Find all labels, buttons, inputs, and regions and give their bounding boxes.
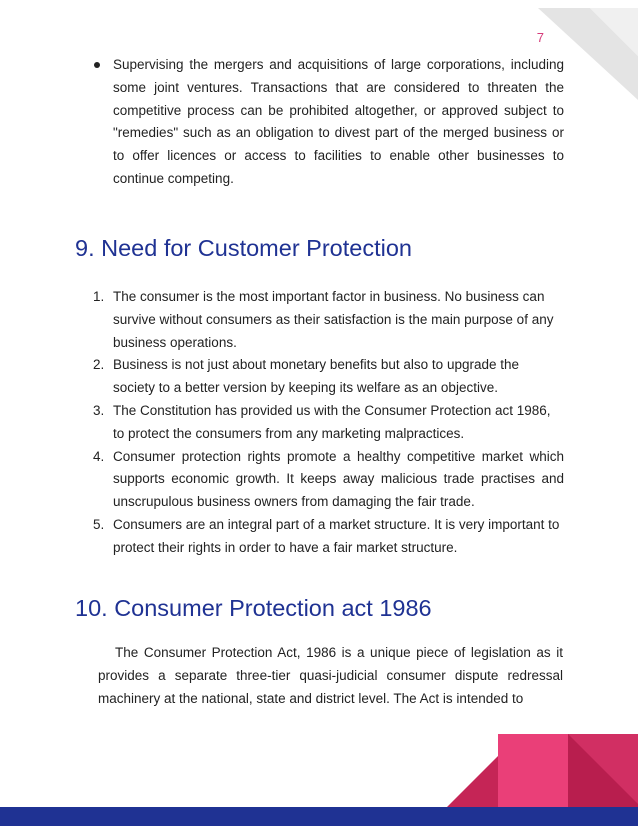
list-item xyxy=(78,286,564,354)
intro-bullet-list xyxy=(78,54,564,191)
list-item-number: 4. xyxy=(93,448,105,464)
footer-bar xyxy=(0,807,638,826)
page-number: 7 xyxy=(536,30,544,45)
list-item xyxy=(78,446,564,514)
bullet-item xyxy=(78,54,564,191)
list-item-text: The consumer is the most important factor in business. No business can survive without consumers as their satisfaction is the main purpose of any business operations. xyxy=(113,289,554,350)
list-item xyxy=(78,354,564,400)
customer-protection-list xyxy=(78,286,564,560)
bullet-text: Supervising the mergers and acquisitions of large corporations, including some joint ventures. Transactions that are considered to threaten the competitive process can be prohibited altogether, or approved subject to "remedies" such as an obligation to divest part of the merged business or to offer licences or access to facilities to enable other businesses to continue competing. xyxy=(113,57,564,186)
list-item-number: 2. xyxy=(93,357,105,373)
list-item-number: 1. xyxy=(93,289,105,304)
list-item xyxy=(78,400,564,446)
section-9-heading: 9. Need for Customer Protection xyxy=(75,235,412,261)
list-item-number: 3. xyxy=(93,402,105,418)
list-item-number: 5. xyxy=(93,516,105,532)
section-10-paragraph: The Consumer Protection Act, 1986 is a unique piece of legislation as it provides a separate three-tier quasi-judicial consumer dispute redressal machinery at the national, state and district level. The Act is intended to xyxy=(98,645,563,706)
list-item-text: Consumer protection rights promote a healthy competitive market which supports economic growth. It keeps away malicious trade practises and unscrupulous business owners from damaging the fair trade. xyxy=(113,448,564,510)
list-item xyxy=(78,514,564,560)
list-item-text: Consumers are an integral part of a market structure. It is very important to protect their rights in order to have a fair market structure. xyxy=(113,516,560,555)
list-item-text: The Constitution has provided us with the Consumer Protection act 1986, to protect the consumers from any marketing malpractices. xyxy=(113,402,551,441)
list-item-text: Business is not just about monetary benefits but also to upgrade the society to a better version by keeping its welfare as an objective. xyxy=(113,357,520,396)
section-10-heading: 10. Consumer Protection act 1986 xyxy=(75,595,432,621)
bullet-dot-icon xyxy=(94,62,100,68)
